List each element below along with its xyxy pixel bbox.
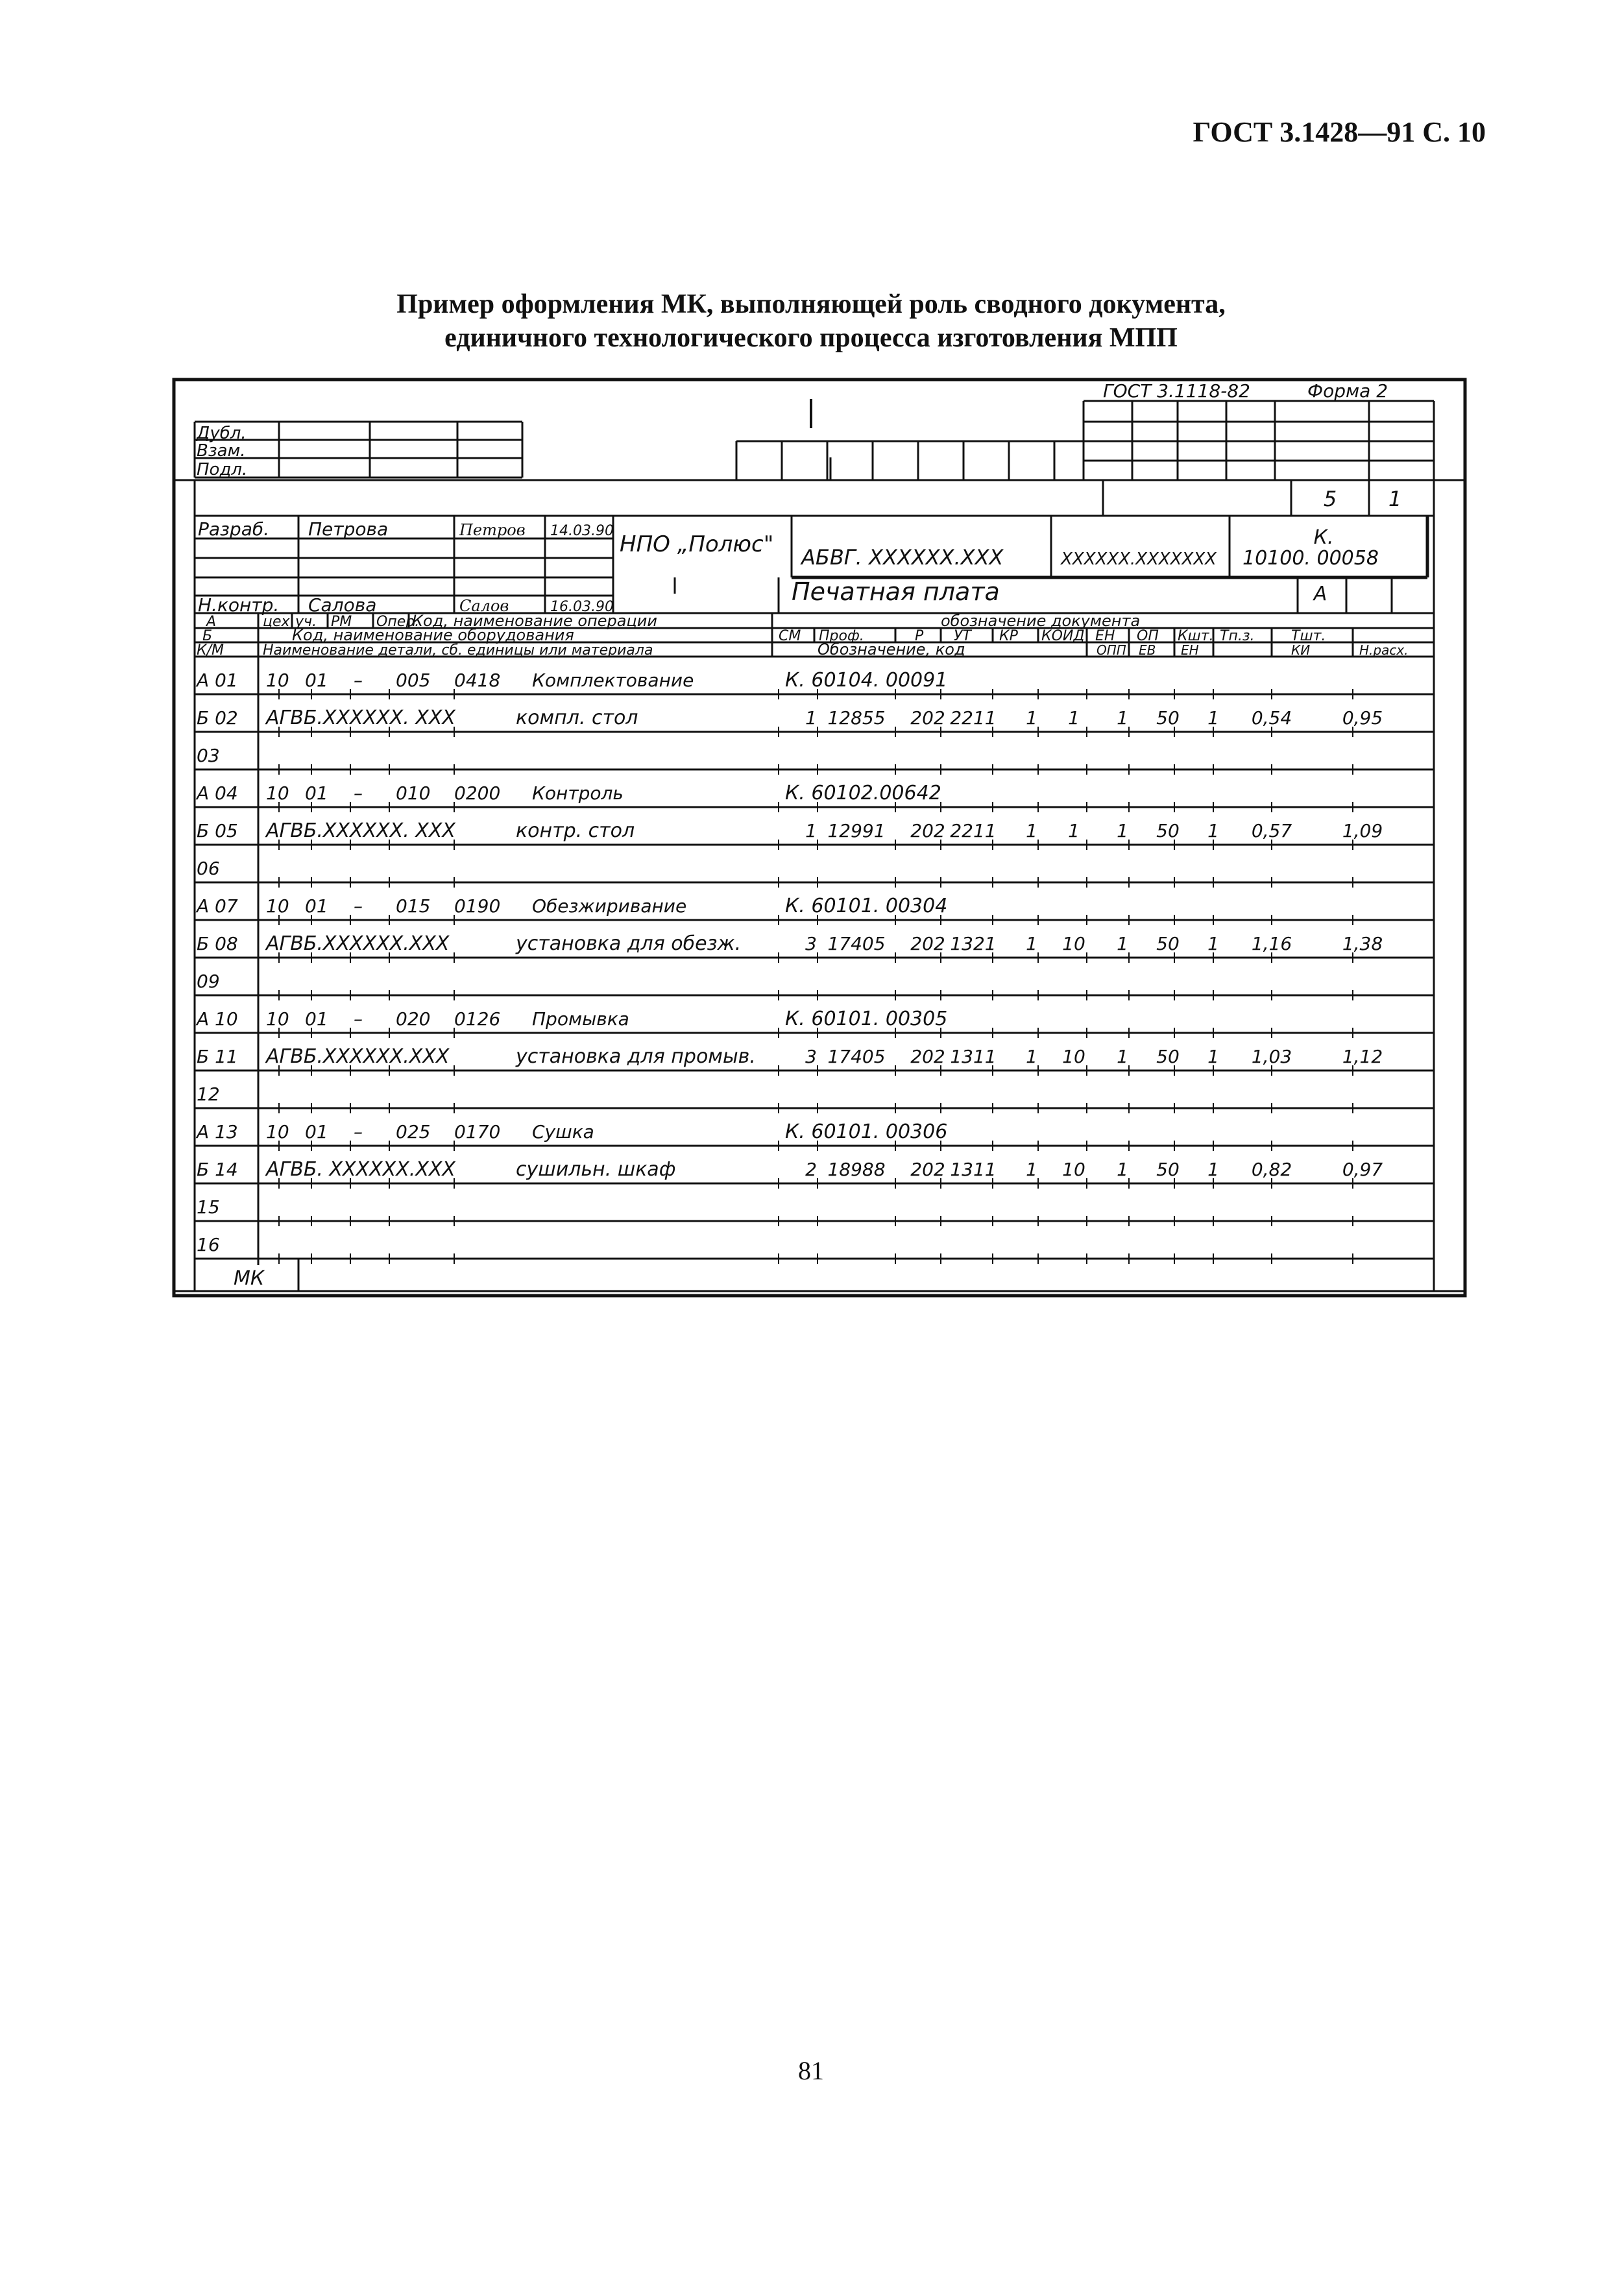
row-val-8: 1 [1207,820,1219,841]
row-equipment: АГВБ.ХХХХХХ.ХХХ [266,932,450,955]
row-val-5: 10 [1062,1159,1085,1180]
sheets-count: 5 [1323,487,1337,511]
row-val-2: 202 [910,1159,945,1180]
row-val-0: 3 [805,1046,817,1067]
side-label-podl: Подл. [197,460,248,479]
op-field-3: 005 [396,670,431,691]
col-head-ki: КИ [1291,642,1311,658]
op-field-4: 0190 [454,895,501,917]
row-val-2: 202 [910,707,945,729]
row-val-0: 2 [805,1159,817,1180]
title-line-1: Пример оформления МК, выполняющей роль сводного документа, [396,289,1226,319]
row-val-7: 50 [1156,1046,1180,1067]
col-head-doc-designation: обозначение документа [941,612,1141,630]
op-field-2: – [354,782,363,804]
op-field-4: 0200 [454,782,501,804]
col-head-equipment: Код, наименование оборудования [292,626,574,644]
col-head-b-3: УТ [954,628,971,644]
row-val-2: 202 [910,820,945,841]
row-number: 09 [197,971,220,992]
product-name: Печатная плата [792,577,1000,606]
row-val-6: 1 [1117,933,1128,954]
col-head-ev: ЕВ [1139,642,1156,658]
lit-value: А [1313,583,1327,605]
op-field-4: 0126 [454,1008,501,1030]
row-val-10: 0,95 [1342,707,1383,729]
row-val-3: 1311 [950,1159,997,1180]
forma-label: Форма 2 [1307,380,1388,402]
row-val-9: 0,82 [1251,1159,1292,1180]
k-label: К. [1313,526,1334,549]
row-val-10: 1,38 [1342,933,1383,954]
col-head-b-0: СМ [779,628,801,644]
row-val-8: 1 [1207,707,1219,729]
razrab-label: Разраб. [198,518,270,540]
row-number: А 04 [197,782,238,804]
row-val-10: 1,09 [1342,820,1383,841]
op-field-0: 10 [266,1008,289,1030]
row-number: 15 [197,1196,220,1218]
row-number: Б 14 [197,1159,238,1180]
row-number: Б 11 [197,1046,238,1067]
row-number: А 01 [197,670,238,691]
op-field-4: 0170 [454,1121,501,1143]
op-field-1: 01 [305,670,328,691]
op-field-2: – [354,895,363,917]
row-val-10: 1,12 [1342,1046,1383,1067]
organization-name: НПО „Полюс" [620,531,774,557]
row-val-5: 1 [1068,820,1080,841]
row-val-9: 1,03 [1251,1046,1292,1067]
row-val-3: 1311 [950,1046,997,1067]
row-val-9: 0,54 [1251,707,1292,729]
title-line-2: единичного технологического процесса изготовления МПП [444,323,1178,353]
nkontr-label: Н.контр. [198,594,280,616]
row-val-2: 202 [910,933,945,954]
row-number: Б 08 [197,933,238,954]
col-head-b-1: Проф. [819,628,864,644]
row-val-0: 1 [805,707,817,729]
op-field-1: 01 [305,782,328,804]
row-val-3: 2211 [950,820,997,841]
op-field-5: Обезжиривание [532,895,687,917]
col-head-b-6: ЕН [1095,628,1115,644]
gost-label: ГОСТ 3.1118-82 [1103,380,1250,402]
row-number: 06 [197,858,220,879]
page-header: ГОСТ 3.1428—91 С. 10 [1193,116,1486,148]
op-field-1: 01 [305,895,328,917]
col-head-operation: Код, наименование операции [412,612,657,630]
op-field-3: 025 [396,1121,431,1143]
op-field-0: 10 [266,895,289,917]
row-val-5: 10 [1062,933,1085,954]
row-val-10: 0,97 [1342,1159,1383,1180]
row-doc: К. 60104. 00091 [785,669,948,692]
row-val-7: 50 [1156,933,1180,954]
row-number: А 10 [197,1008,238,1030]
row-equipment-name: сушильн. шкаф [516,1158,676,1181]
op-field-2: – [354,1121,363,1143]
row-val-5: 1 [1068,707,1080,729]
row-val-4: 1 [1026,707,1037,729]
col-head-A: А [206,614,217,630]
row-val-3: 1321 [950,933,997,954]
row-val-8: 1 [1207,1159,1219,1180]
col-head-B: Б [202,628,213,644]
nkontr-signature: Салов [459,597,509,615]
row-equipment: АГВБ. ХХХХХХ.ХХХ [266,1158,455,1181]
col-head-b-9: Тп.з. [1220,628,1255,644]
op-field-0: 10 [266,782,289,804]
col-head-b-5: КОИД [1041,628,1085,644]
row-val-7: 50 [1156,1159,1180,1180]
side-label-dubl: Дубл. [197,424,247,443]
row-val-3: 2211 [950,707,997,729]
row-val-9: 0,57 [1251,820,1292,841]
op-field-3: 015 [396,895,431,917]
nkontr-name: Салова [308,594,377,616]
row-val-4: 1 [1026,820,1037,841]
row-number: А 13 [197,1121,238,1143]
row-val-6: 1 [1117,1046,1128,1067]
col-head-en: ЕН [1181,642,1199,658]
row-doc: К. 60102.00642 [785,782,941,805]
row-number: 16 [197,1234,220,1255]
row-val-9: 1,16 [1251,933,1292,954]
row-val-6: 1 [1117,820,1128,841]
row-val-7: 50 [1156,820,1180,841]
op-field-3: 020 [396,1008,431,1030]
row-doc: К. 60101. 00305 [785,1008,948,1030]
op-field-5: Контроль [532,782,624,804]
col-head-tseh: цех [263,614,290,630]
row-val-1: 17405 [827,1046,886,1067]
document-code: ХХХХХХ.ХХХХХХХ [1061,550,1217,569]
document-designation: АБВГ. ХХХХХХ.ХХХ [801,545,1004,570]
razrab-signature: Петров [459,521,526,539]
footer-mk: МК [234,1267,265,1290]
col-head-b-4: КР [999,628,1018,644]
col-head-b-10: Тшт. [1291,628,1326,644]
col-head-oper: Опер. [376,614,420,630]
row-equipment: АГВБ.ХХХХХХ. ХХХ [266,707,455,729]
op-field-0: 10 [266,670,289,691]
row-val-8: 1 [1207,933,1219,954]
op-field-2: – [354,670,363,691]
op-field-1: 01 [305,1121,328,1143]
k-number: 10100. 00058 [1242,547,1379,570]
row-val-4: 1 [1026,1046,1037,1067]
op-field-0: 10 [266,1121,289,1143]
row-number: Б 05 [197,820,238,841]
col-head-code: Обозначение, код [818,640,965,659]
razrab-date: 14.03.90 [550,523,614,539]
nkontr-date: 16.03.90 [550,599,614,615]
razrab-name: Петрова [308,518,389,540]
col-head-b-8: Кшт. [1178,628,1214,644]
col-head-uch: уч. [295,614,317,630]
op-field-2: – [354,1008,363,1030]
row-val-7: 50 [1156,707,1180,729]
row-val-1: 18988 [827,1159,886,1180]
op-field-5: Сушка [532,1121,594,1143]
col-head-opp: ОПП [1097,642,1126,658]
col-head-KM: К/М [197,642,224,659]
col-head-rm: РМ [331,614,352,630]
row-val-1: 17405 [827,933,886,954]
row-doc: К. 60101. 00304 [785,895,948,917]
row-val-1: 12991 [827,820,886,841]
row-number: Б 02 [197,707,238,729]
page-number: 81 [798,2056,824,2085]
col-head-material: Наименование детали, сб. единицы или материала [263,642,653,659]
row-val-0: 3 [805,933,817,954]
op-field-4: 0418 [454,670,501,691]
row-equipment: АГВБ.ХХХХХХ.ХХХ [266,1045,450,1068]
row-val-2: 202 [910,1046,945,1067]
row-val-4: 1 [1026,1159,1037,1180]
op-field-5: Комплектование [532,670,694,691]
row-val-5: 10 [1062,1046,1085,1067]
row-val-4: 1 [1026,933,1037,954]
row-val-0: 1 [805,820,817,841]
col-head-nrash: Н.расх. [1359,642,1409,658]
op-field-1: 01 [305,1008,328,1030]
row-doc: К. 60101. 00306 [785,1120,948,1143]
row-val-8: 1 [1207,1046,1219,1067]
col-head-b-2: Р [915,628,924,644]
row-val-6: 1 [1117,1159,1128,1180]
side-label-vzam: Взам. [197,441,246,461]
sheet-number: 1 [1388,487,1402,511]
row-equipment: АГВБ.ХХХХХХ. ХХХ [266,819,455,842]
row-val-6: 1 [1117,707,1128,729]
op-field-5: Промывка [532,1008,629,1030]
row-equipment-name: контр. стол [516,819,635,842]
row-number: 03 [197,745,220,766]
row-val-1: 12855 [827,707,886,729]
row-number: А 07 [197,895,238,917]
col-head-b-7: ОП [1137,628,1159,644]
row-equipment-name: установка для обезж. [516,932,742,955]
row-equipment-name: компл. стол [516,707,638,729]
op-field-3: 010 [396,782,431,804]
row-equipment-name: установка для промыв. [516,1045,756,1068]
row-number: 12 [197,1083,220,1105]
